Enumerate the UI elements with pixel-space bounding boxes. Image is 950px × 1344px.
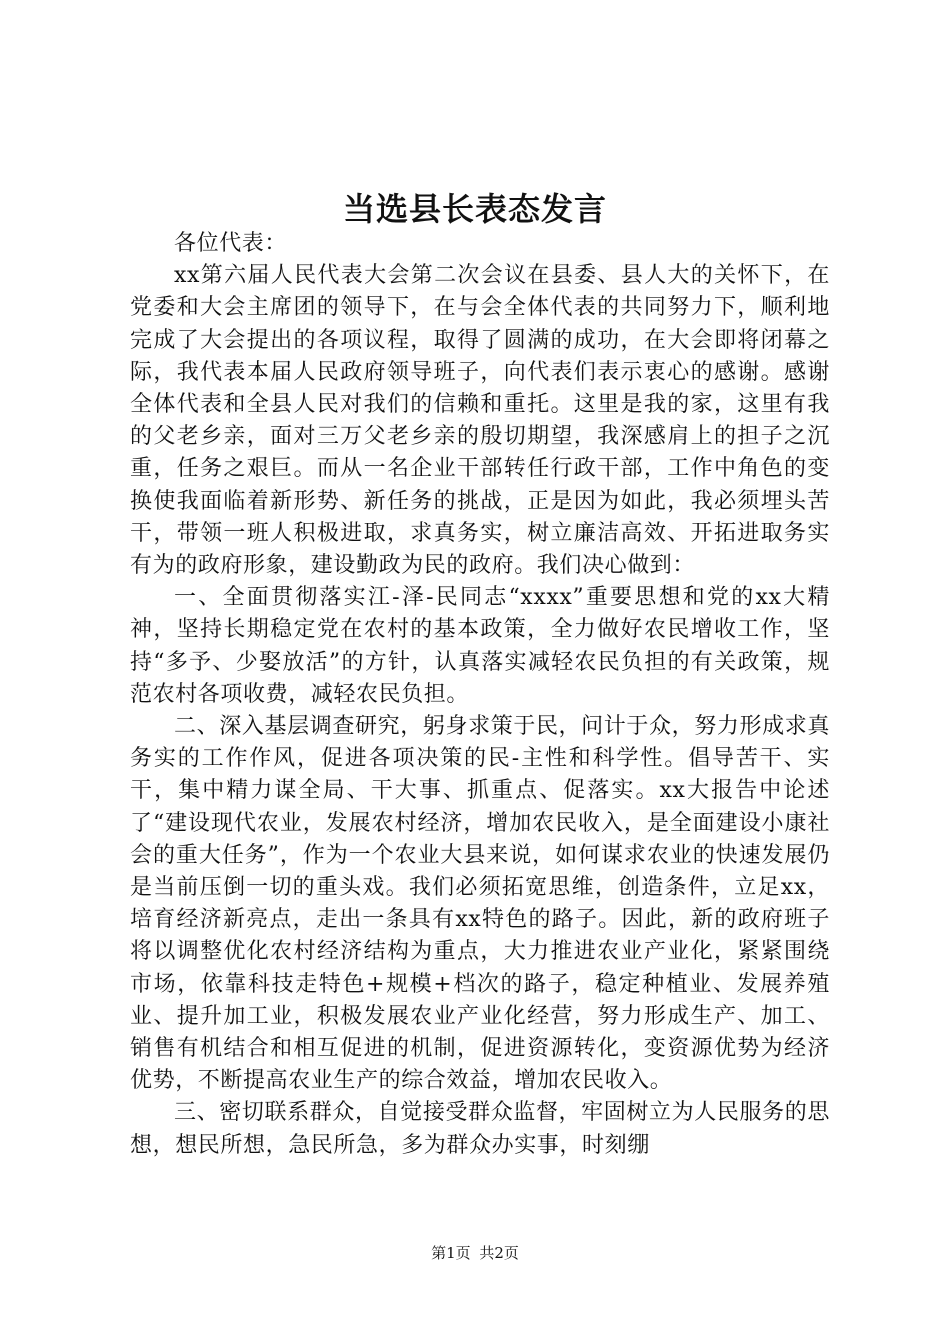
page-footer bbox=[0, 1243, 950, 1263]
paragraph-point-2: 二、深入基层调查研究，躬身求策于民，问计于众，努力形成求真务实的工作作风，促进各项决策的民-主性和科学性。倡导苦干、实干，集中精力谋全局、干大事、抓重点、促落实。xx大报告中论述了“建设现代农业，发展农村经济，增加农民收入，是全面建设小康社会的重大任务”，作为一个农业大县来说，如何谋求农业的快速发展仍是当前压倒一切的重头戏。我们必须拓宽思维，创造条件，立足xx，培育经济新亮点，走出一条具有xx特色的路子。因此，新的政府班子将以调整优化农村经济结构为重点，大力推进农业产业化，紧紧围绕市场，依靠科技走特色+规模+档次的路子，稳定种植业、发展养殖业、提升加工业，积极发展农业产业化经营，努力形成生产、加工、销售有机结合和相互促进的机制，促进资源转化，变资源优势为经济优势，不断提高农业生产的综合效益，增加农民收入。 bbox=[130, 714, 830, 1094]
salutation: 各位代表： bbox=[174, 231, 288, 256]
page-number: 第1页 bbox=[431, 1244, 471, 1262]
paragraph-point-3: 三、密切联系群众，自觉接受群众监督，牢固树立为人民服务的思想，想民所想，急民所急，多为群众办实事，时刻绷 bbox=[130, 1100, 830, 1158]
paragraph-point-1: 一、全面贯彻落实江-泽-民同志“xxxx”重要思想和党的xx大精神，坚持长期稳定党在农村的基本政策，全力做好农民增收工作，坚持“多予、少娶放活”的方针，认真落实减轻农民负担的有关政策，规范农村各项收费，减轻农民负担。 bbox=[130, 585, 830, 707]
document-body bbox=[130, 228, 830, 1162]
page-total: 共2页 bbox=[479, 1244, 519, 1262]
paragraph-intro: xx第六届人民代表大会第二次会议在县委、县人大的关怀下，在党委和大会主席团的领导下，在与会全体代表的共同努力下，顺利地完成了大会提出的各项议程，取得了圆满的成功，在大会即将闭幕之际，我代表本届人民政府领导班子，向代表们表示衷心的感谢。感谢全体代表和全县人民对我们的信赖和重托。这里是我的家，这里有我的父老乡亲，面对三万父老乡亲的殷切期望，我深感肩上的担子之沉重，任务之艰巨。而从一名企业干部转任行政干部，工作中角色的变换使我面临着新形势、新任务的挑战，正是因为如此，我必须埋头苦干，带领一班人积极进取，求真务实，树立廉洁高效、开拓进取务实有为的政府形象，建设勤政为民的政府。我们决心做到： bbox=[130, 263, 830, 579]
document-title: 当选县长表态发言 bbox=[342, 190, 607, 228]
